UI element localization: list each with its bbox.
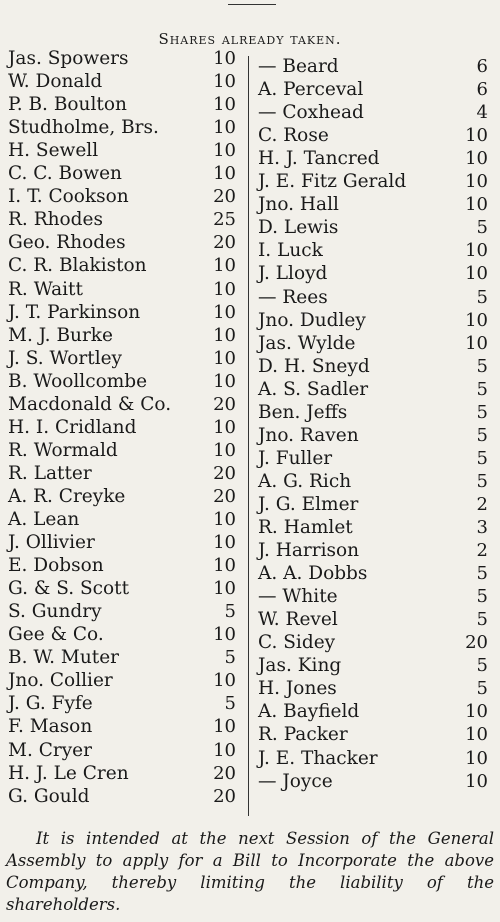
left-entry-shares: 5 [224, 693, 236, 715]
right-entry-name: C. Sidey [258, 632, 336, 654]
right-entry-shares: 5 [476, 424, 488, 446]
left-entry-shares: 10 [213, 509, 236, 530]
left-entry-shares: 20 [213, 186, 236, 208]
left-entry-name: M. Cryer [8, 739, 92, 761]
left-entry-shares: 10 [213, 716, 236, 738]
left-entry-shares: 10 [213, 117, 236, 139]
right-entry-name: J. Fuller [258, 447, 333, 469]
right-entry-shares: 10 [465, 309, 488, 331]
left-entry-shares: 5 [224, 601, 236, 623]
right-entry-shares: 5 [476, 655, 488, 677]
right-entry-shares: 10 [465, 148, 488, 170]
left-entry-shares: 10 [213, 140, 236, 162]
left-entry-shares: 25 [213, 209, 236, 231]
left-entry-shares: 10 [213, 624, 236, 646]
right-entry-name: A. Bayfield [258, 701, 360, 723]
left-entry-shares: 10 [213, 48, 236, 69]
left-entry-shares: 20 [213, 762, 236, 784]
right-entry-shares: 10 [465, 724, 488, 746]
left-entry-shares: 20 [213, 232, 236, 254]
left-entry-name: Jas. Spowers [8, 48, 129, 69]
right-entry-name: D. Lewis [258, 217, 339, 239]
left-entry-shares: 10 [213, 71, 236, 93]
right-entry-shares: 5 [476, 563, 488, 585]
right-entry-name: A. Perceval [258, 79, 364, 101]
right-entry-shares: 10 [465, 747, 488, 769]
right-entry-name: — Joyce [258, 770, 333, 792]
left-entry-shares: 10 [213, 578, 236, 600]
right-entry-shares: 6 [476, 79, 488, 101]
left-entry-shares: 10 [213, 370, 236, 392]
left-entry-shares: 20 [213, 462, 236, 484]
right-entry-name: H. J. Tancred [258, 148, 380, 170]
left-entry-name: E. Dobson [8, 555, 104, 577]
left-entry-shares: 10 [213, 439, 236, 461]
right-entry-name: A. A. Dobbs [258, 563, 368, 585]
left-entry-name: J. S. Wortley [8, 347, 123, 369]
right-entry-shares: 5 [476, 355, 488, 377]
column-separator [248, 56, 249, 816]
right-entry-name: W. Revel [258, 609, 338, 631]
right-entry-shares: 5 [476, 217, 488, 239]
right-entry-shares: 10 [465, 701, 488, 723]
left-entry-name: Geo. Rhodes [8, 232, 126, 254]
left-entry-name: B. W. Muter [8, 647, 119, 669]
left-entry-shares: 10 [213, 94, 236, 116]
right-entry-shares: 10 [465, 263, 488, 285]
left-entry-name: A. R. Creyke [8, 485, 126, 507]
left-entry-name: M. J. Burke [8, 324, 113, 346]
left-entry-name: G. & S. Scott [8, 578, 130, 600]
right-entry-shares: 6 [476, 56, 488, 77]
left-entry-shares: 10 [213, 555, 236, 577]
left-entry-name: G. Gould [8, 785, 90, 807]
right-entry-shares: 10 [465, 125, 488, 147]
right-entry-shares: 5 [476, 447, 488, 469]
right-entry-shares: 2 [476, 493, 488, 515]
right-entry-shares: 5 [476, 678, 488, 700]
left-entry-name: Gee & Co. [8, 624, 104, 646]
shares-heading: Shares already taken. [158, 30, 342, 48]
left-entry-shares: 10 [213, 347, 236, 369]
right-entry-shares: 10 [465, 332, 488, 354]
left-entry-name: J. T. Parkinson [8, 301, 141, 323]
right-entry-name: I. Luck [258, 240, 323, 262]
left-entry-name: F. Mason [8, 716, 93, 738]
right-entry-name: — Coxhead [258, 102, 364, 124]
right-entry-name: J. Harrison [258, 540, 360, 562]
right-entry-name: D. H. Sneyd [258, 355, 370, 377]
left-entry-name: Macdonald & Co. [8, 393, 172, 415]
left-entry-shares: 20 [213, 393, 236, 415]
top-rule [228, 4, 276, 5]
right-entry-name: Jno. Raven [258, 424, 359, 446]
right-entry-shares: 5 [476, 586, 488, 608]
right-entry-shares: 10 [465, 240, 488, 262]
right-entry-shares: 5 [476, 378, 488, 400]
right-entry-name: R. Hamlet [258, 517, 353, 538]
right-entry-name: J. Lloyd [258, 263, 328, 285]
left-entry-name: H. J. Le Cren [8, 762, 129, 784]
right-entry-name: Jno. Dudley [258, 309, 366, 331]
left-entry-name: W. Donald [8, 71, 103, 93]
right-entry-name: — White [258, 586, 338, 608]
left-entry-name: Jno. Collier [8, 670, 113, 692]
right-entry-name: J. E. Thacker [258, 747, 378, 769]
right-entry-shares: 20 [465, 632, 488, 654]
left-entry-name: R. Wormald [8, 439, 118, 461]
left-entry-name: P. B. Boulton [8, 94, 127, 116]
left-entry-shares: 10 [213, 670, 236, 692]
right-entry-shares: 10 [465, 194, 488, 216]
right-entry-shares: 10 [465, 171, 488, 193]
left-entry-name: H. I. Cridland [8, 416, 137, 438]
right-entry-name: J. E. Fitz Gerald [258, 171, 407, 193]
right-entry-name: A. S. Sadler [258, 378, 369, 400]
left-entry-name: C. R. Blakiston [8, 255, 147, 277]
left-entry-shares: 10 [213, 324, 236, 346]
right-entry-shares: 2 [476, 540, 488, 562]
left-entry-shares: 10 [213, 278, 236, 300]
left-entry-shares: 10 [213, 163, 236, 185]
left-entry-name: Studholme, Brs. [8, 117, 159, 139]
left-entry-name: R. Rhodes [8, 209, 103, 231]
left-entry-name: C. C. Bowen [8, 163, 122, 185]
left-entry-shares: 20 [213, 785, 236, 807]
left-entry-name: B. Woollcombe [8, 370, 148, 392]
right-entry-name: C. Rose [258, 125, 329, 147]
right-entry-name: H. Jones [258, 678, 337, 700]
left-entry-shares: 10 [213, 416, 236, 438]
right-entry-name: Jas. King [258, 655, 342, 677]
right-entry-name: — Beard [258, 56, 339, 77]
right-entry-name: — Rees [258, 286, 328, 308]
right-entry-name: A. G. Rich [258, 470, 352, 492]
right-entry-shares: 4 [476, 102, 488, 124]
right-entry-name: Jno. Hall [258, 194, 339, 216]
right-entry-name: R. Packer [258, 724, 348, 746]
left-entry-name: R. Waitt [8, 278, 83, 300]
right-entry-name: Jas. Wylde [258, 332, 356, 354]
right-entry-shares: 5 [476, 609, 488, 631]
left-entry-name: I. T. Cookson [8, 186, 129, 208]
left-entry-shares: 20 [213, 485, 236, 507]
right-entry-shares: 3 [476, 517, 488, 538]
left-entry-name: S. Gundry [8, 601, 102, 623]
left-entry-shares: 10 [213, 532, 236, 554]
right-entry-name: J. G. Elmer [258, 493, 359, 515]
left-entry-shares: 5 [224, 647, 236, 669]
right-entry-shares: 5 [476, 401, 488, 423]
right-entry-shares: 5 [476, 470, 488, 492]
left-entry-shares: 10 [213, 301, 236, 323]
left-entry-name: J. Ollivier [8, 532, 95, 554]
left-entry-shares: 10 [213, 739, 236, 761]
right-entry-shares: 5 [476, 286, 488, 308]
left-entry-name: H. Sewell [8, 140, 99, 162]
left-entry-name: A. Lean [8, 509, 80, 530]
left-entry-shares: 10 [213, 255, 236, 277]
left-entry-name: R. Latter [8, 462, 92, 484]
right-entry-name: Ben. Jeffs [258, 401, 348, 423]
left-entry-name: J. G. Fyfe [8, 693, 93, 715]
footer-text: It is intended at the next Session of the General Assembly to apply for a Bill to Incorporate the above Company, thereby limiting the liability of the shareholders. [6, 829, 494, 914]
right-entry-shares: 10 [465, 770, 488, 792]
footer-notice [6, 828, 494, 916]
